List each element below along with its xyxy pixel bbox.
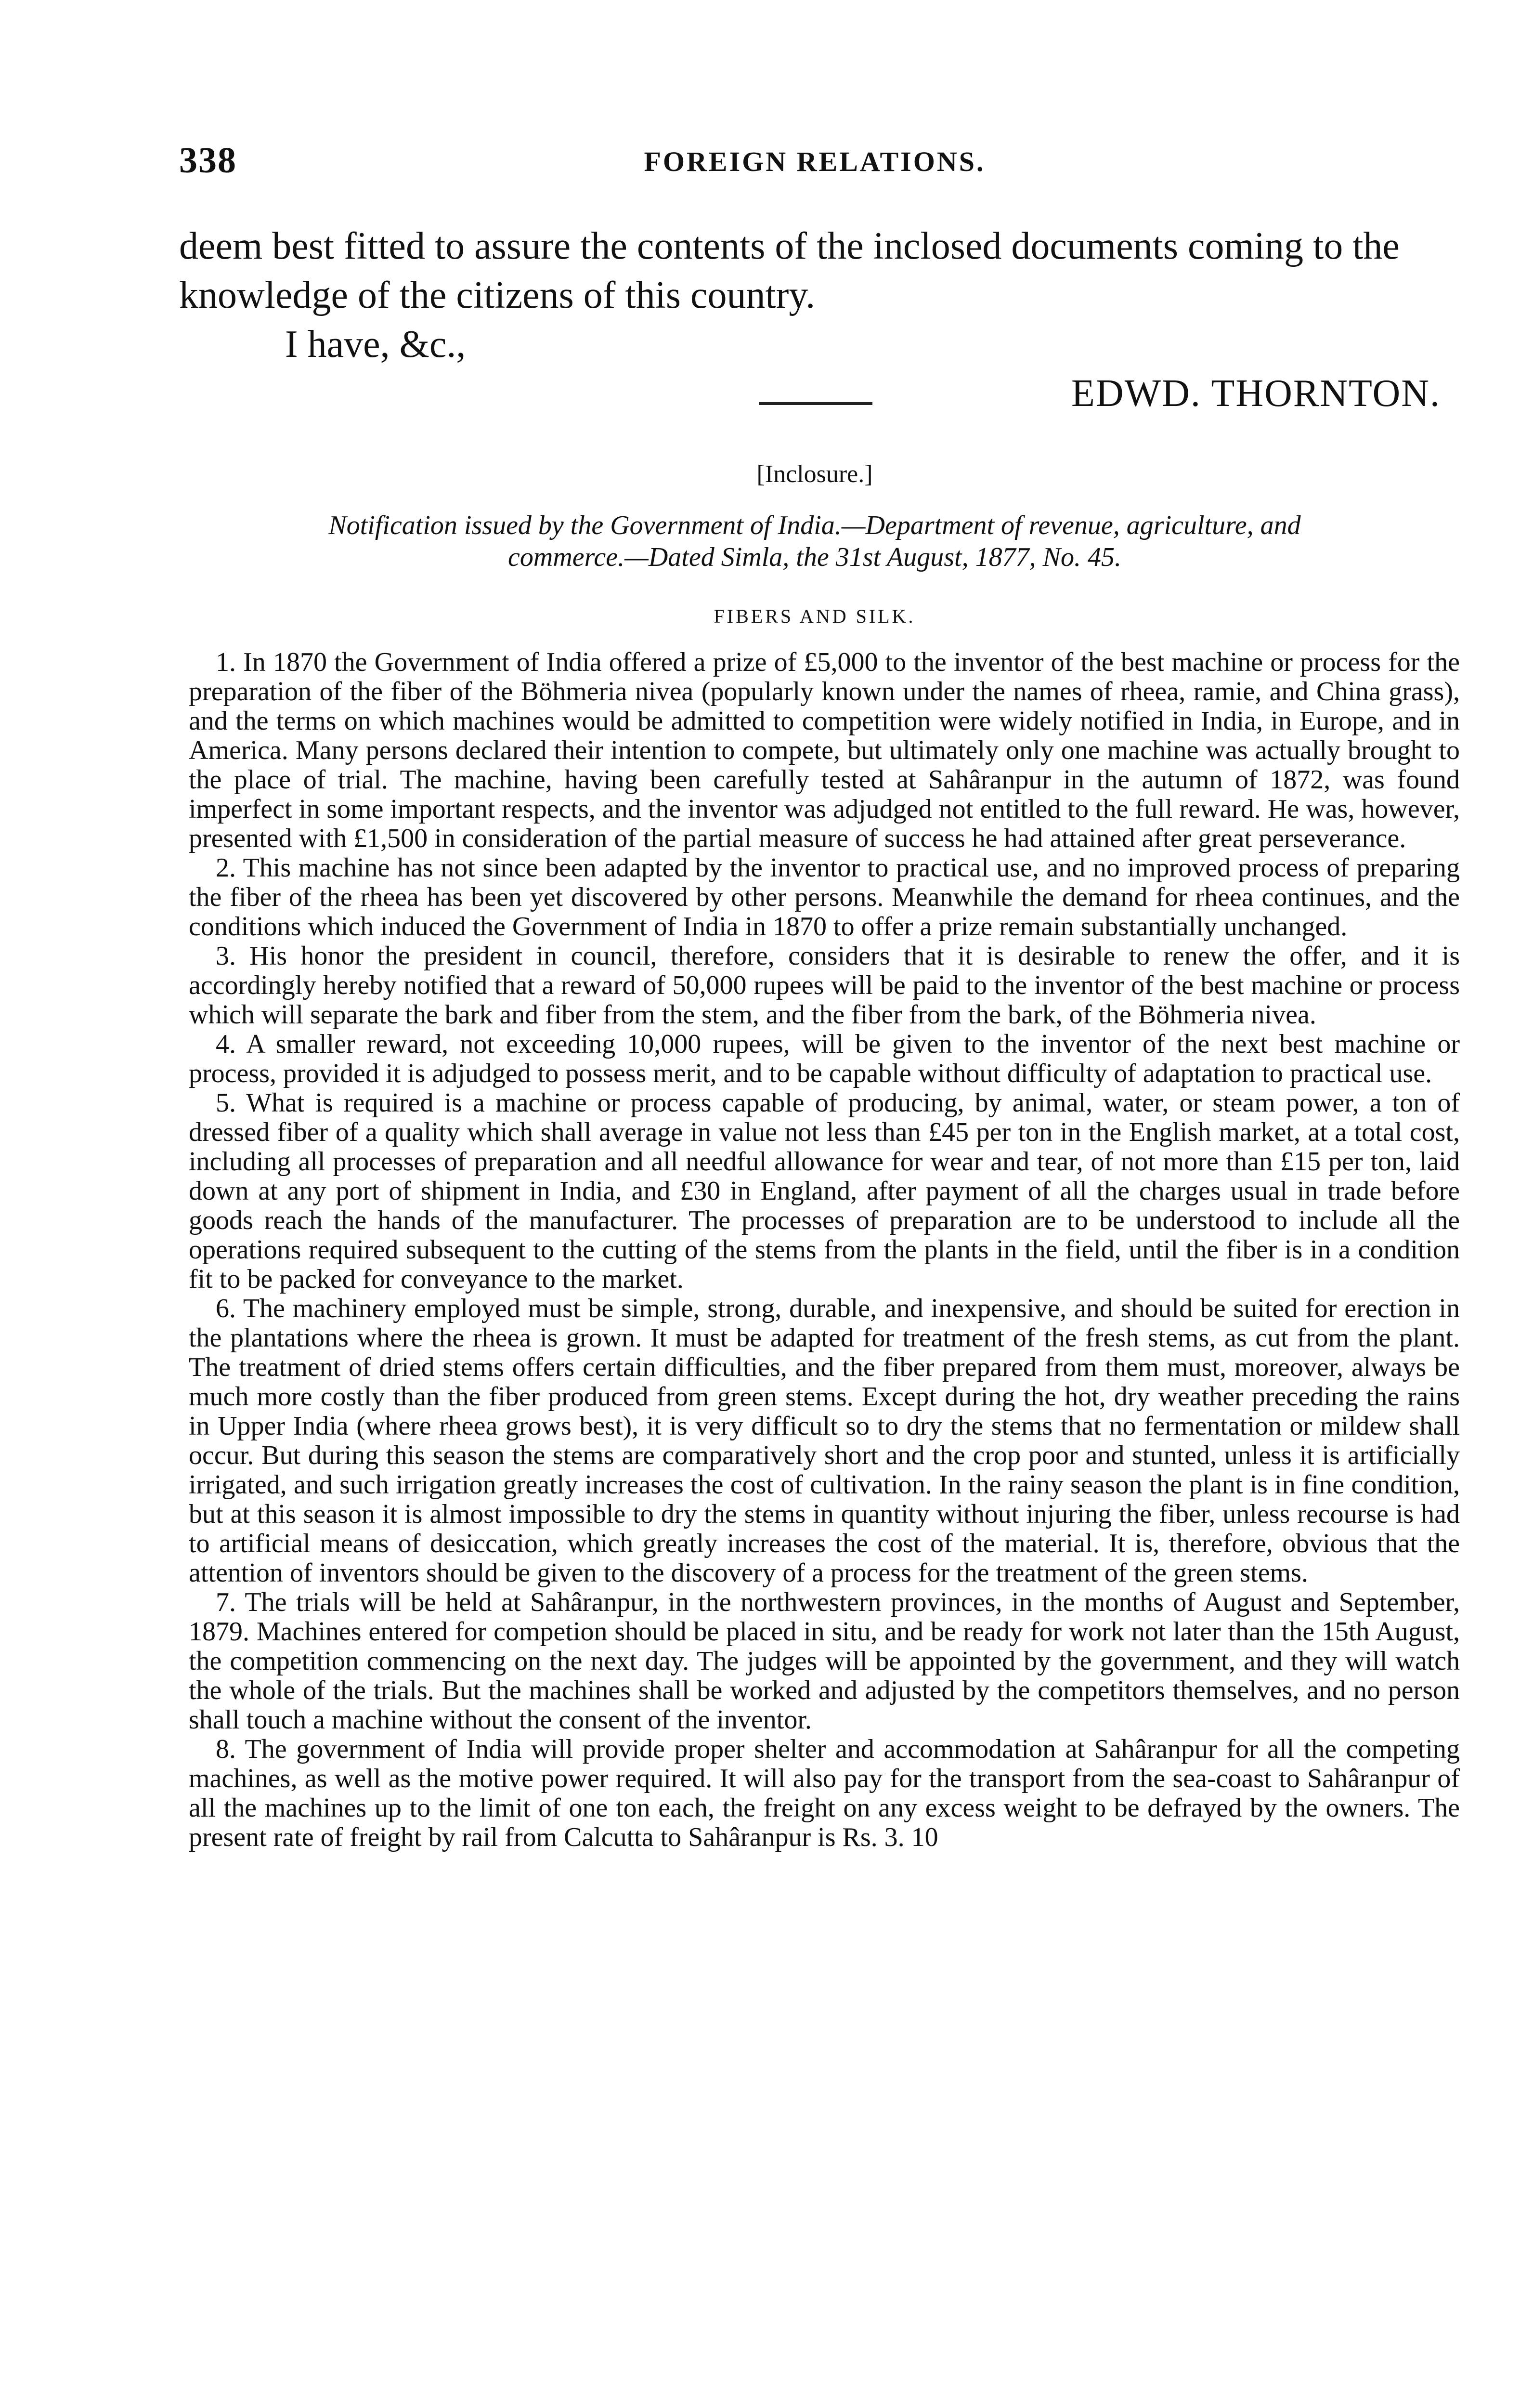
letter-conclusion bbox=[179, 222, 1450, 418]
section-title: FIBERS AND SILK. bbox=[714, 605, 916, 627]
page-header bbox=[179, 140, 1450, 188]
separator-rule bbox=[759, 402, 872, 405]
notification-line-2: commerce.—Dated Simla, the 31st August, 1877, No. 45. bbox=[508, 542, 1121, 572]
letter-closing: I have, &c., bbox=[285, 323, 466, 366]
letter-body: deem best fitted to assure the contents of the inclosed documents coming to the knowledge of the citizens of this country. bbox=[179, 225, 1400, 316]
paragraph-7: 7. The trials will be held at Sahâranpur, in the northwestern provinces, in the months of August and September, 1879. Machines entered for competion should be placed in situ, and be ready for work not later than the 15th August, the competition commencing on the next day. The judges will be appointed by the government, and they will watch the whole of the trials. But the machines shall be worked and adjusted by the competitors themselves, and no person shall touch a machine without the consent of the inventor. bbox=[189, 1587, 1460, 1735]
paragraph-4: 4. A smaller reward, not exceeding 10,000 rupees, will be given to the inventor of the next best machine or process, provided it is adjudged to possess merit, and to be capable without difficulty of adaptation to practical use. bbox=[189, 1029, 1460, 1088]
paragraph-8: 8. The government of India will provide proper shelter and accommodation at Sahâranpur for all the competing machines, as well as the motive power required. It will also pay for the transport from the sea-coast to Sahâranpur of all the machines up to the limit of one ton each, the freight on any excess weight to be defrayed by the owners. The present rate of freight by rail from Calcutta to Sahâranpur is Rs. 3. 10 bbox=[189, 1734, 1460, 1852]
notification-line-1: Notification issued by the Government of India.—Department of revenue, agriculture, and bbox=[328, 510, 1301, 540]
inclosure-label: [Inclosure.] bbox=[756, 460, 873, 488]
notification-heading bbox=[179, 510, 1450, 573]
page-number: 338 bbox=[179, 140, 237, 181]
paragraph-3: 3. His honor the president in council, therefore, considers that it is desirable to renew the offer, and it is accordingly hereby notified that a reward of 50,000 rupees will be paid to the inventor of the best machine or process which will separate the bark and fiber from the stem, and the fiber from the bark, of the Böhmeria nivea. bbox=[189, 941, 1460, 1030]
body-text bbox=[189, 648, 1460, 1852]
paragraph-5: 5. What is required is a machine or process capable of producing, by animal, water, or steam power, a ton of dressed fiber of a quality which shall average in value not less than £45 per ton in the English market, at a total cost, including all processes of preparation and all needful allowance for wear and tear, of not more than £15 per ton, laid down at any port of shipment in India, and £30 in England, after payment of all the charges usual in trade before goods reach the hands of the manufacturer. The processes of preparation are to be understood to include all the operations required subsequent to the cutting of the stems from the plants in the field, until the fiber is in a condition fit to be packed for conveyance to the market. bbox=[189, 1088, 1460, 1294]
paragraph-6: 6. The machinery employed must be simple, strong, durable, and inexpensive, and should be suited for erection in the plantations where the rheea is grown. It must be adapted for treatment of the fresh stems, as cut from the plant. The treatment of dried stems offers certain difficulties, and the fiber prepared from them must, moreover, always be much more costly than the fiber produced from green stems. Except during the hot, dry weather preceding the rains in Upper India (where rheea grows best), it is very difficult so to dry the stems that no fermentation or mildew shall occur. But during this season the stems are comparatively short and the crop poor and stunted, unless it is artificially irrigated, and such irrigation greatly increases the cost of cultivation. In the rainy season the plant is in fine condition, but at this season it is almost impossible to dry the stems in quantity without injuring the fiber, unless recourse is had to artificial means of desiccation, which greatly increases the cost of the material. It is, therefore, obvious that the attention of inventors should be given to the discovery of a process for the treatment of the green stems. bbox=[189, 1294, 1460, 1588]
signature: EDWD. THORNTON. bbox=[1071, 372, 1441, 415]
paragraph-2: 2. This machine has not since been adapted by the inventor to practical use, and no improved process of preparing the fiber of the rheea has been yet discovered by other persons. Meanwhile the demand for rheea continues, and the conditions which induced the Government of India in 1870 to offer a prize remain substantially unchanged. bbox=[189, 853, 1460, 942]
paragraph-1: 1. In 1870 the Government of India offered a prize of £5,000 to the inventor of the best machine or process for the preparation of the fiber of the Böhmeria nivea (popularly known under the names of rheea, ramie, and China grass), and the terms on which machines would be admitted to competition were widely notified in India, in Europe, and in America. Many persons declared their intention to compete, but ultimately only one machine was actually brought to the place of trial. The machine, having been carefully tested at Sahâranpur in the autumn of 1872, was found imperfect in some important respects, and the inventor was adjudged not entitled to the full reward. He was, however, presented with £1,500 in consideration of the partial measure of success he had attained after great perseverance. bbox=[189, 647, 1460, 853]
running-head: FOREIGN RELATIONS. bbox=[644, 146, 986, 177]
